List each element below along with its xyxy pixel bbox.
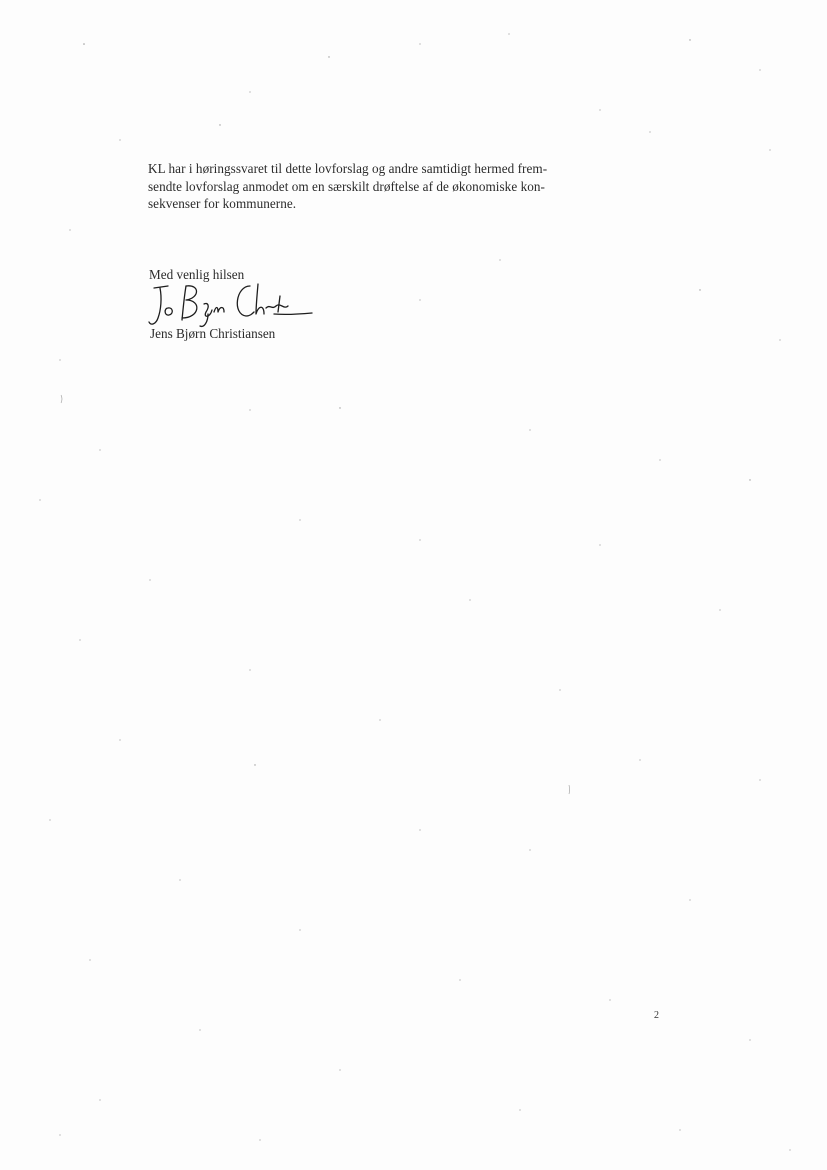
letter-body-line: KL har i høringssvaret til dette lovforslag og andre samtidigt hermed frem- <box>148 161 548 176</box>
page-number: 2 <box>654 1010 659 1021</box>
closing-salutation: Med venlig hilsen <box>149 267 245 282</box>
letter-body-line: sekvenser for kommunerne. <box>148 196 297 211</box>
letter-body <box>148 160 618 213</box>
signer-name: Jens Bjørn Christiansen <box>150 326 276 341</box>
letter-body-line: sendte lovforslag anmodet om en særskilt drøftelse af de økonomiske kon- <box>148 178 545 194</box>
